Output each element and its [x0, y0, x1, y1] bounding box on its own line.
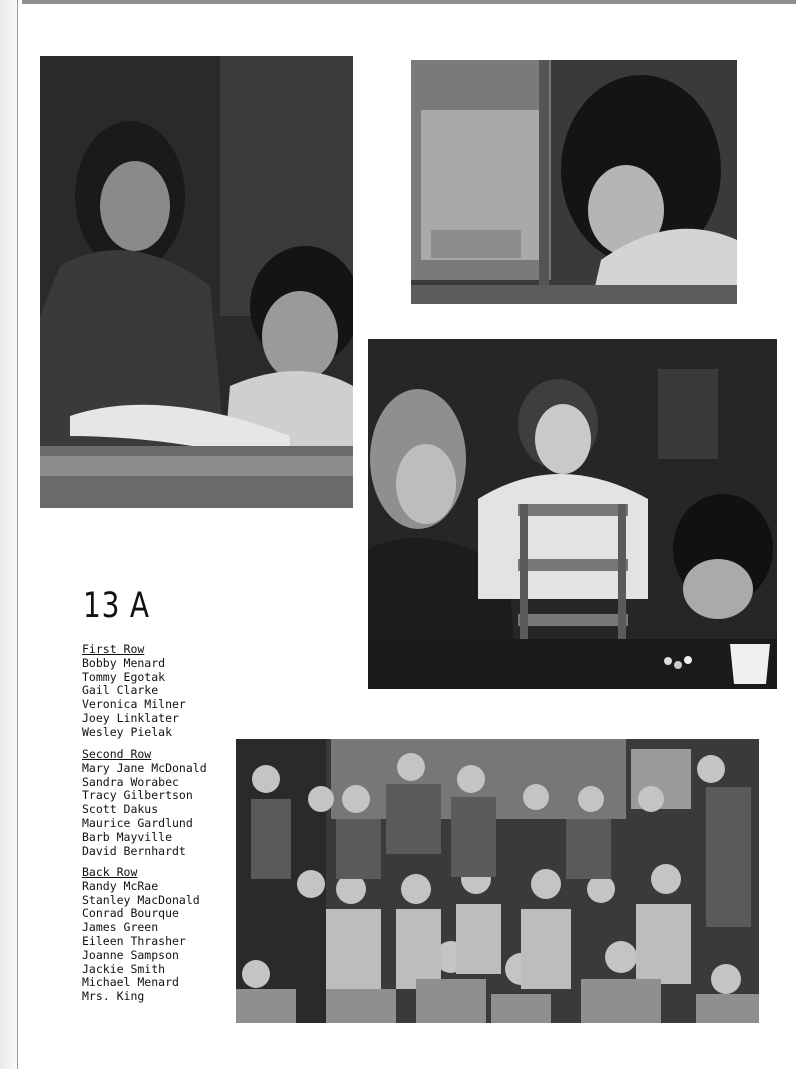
roster-name: Veronica Milner — [82, 697, 186, 712]
roster-first-row — [82, 643, 186, 740]
roster-name: Joanne Sampson — [82, 947, 179, 962]
roster-name: James Green — [82, 920, 159, 935]
roster-section-label: Second Row — [82, 747, 152, 761]
roster-name: Maurice Gardlund — [82, 815, 193, 830]
roster-name: Tracy Gilbertson — [82, 788, 193, 803]
hamster-cage-illustration — [411, 60, 737, 304]
roster-name: Conrad Bourque — [82, 906, 179, 921]
teacher-reading-photo — [40, 56, 353, 508]
hamster-cage-photo — [411, 60, 737, 304]
roster-name: Joey Linklater — [82, 710, 179, 725]
roster-second-row — [82, 748, 207, 858]
roster-name: Bobby Menard — [82, 655, 166, 670]
binding-edge — [0, 0, 22, 1069]
roster-name: Eileen Thrasher — [82, 933, 186, 948]
roster-section-label: First Row — [82, 642, 145, 656]
class-group-photo — [236, 739, 759, 1023]
roster-back-row — [82, 866, 200, 1004]
roster-name: Barb Mayville — [82, 829, 173, 844]
hamster-tower-illustration — [368, 339, 777, 689]
roster-name: Scott Dakus — [82, 802, 159, 817]
roster-name: Mary Jane McDonald — [82, 760, 207, 775]
roster-name: Wesley Pielak — [82, 724, 173, 739]
roster-name: Michael Menard — [82, 975, 179, 990]
roster-section-label: Back Row — [82, 865, 138, 879]
teacher-reading-illustration — [40, 56, 353, 508]
roster-name: Randy McRae — [82, 878, 159, 893]
roster-name: David Bernhardt — [82, 843, 186, 858]
roster-name: Sandra Worabec — [82, 774, 179, 789]
roster-name: Mrs. King — [82, 989, 145, 1004]
hamster-tower-photo — [368, 339, 777, 689]
class-heading: 13 A — [83, 586, 150, 627]
roster-name: Stanley MacDonald — [82, 892, 200, 907]
binding-line — [17, 0, 18, 1069]
class-group-illustration — [236, 739, 759, 1023]
roster-name: Gail Clarke — [82, 683, 159, 698]
roster-name: Tommy Egotak — [82, 669, 166, 684]
roster-name: Jackie Smith — [82, 961, 166, 976]
page-top-edge — [0, 0, 796, 4]
